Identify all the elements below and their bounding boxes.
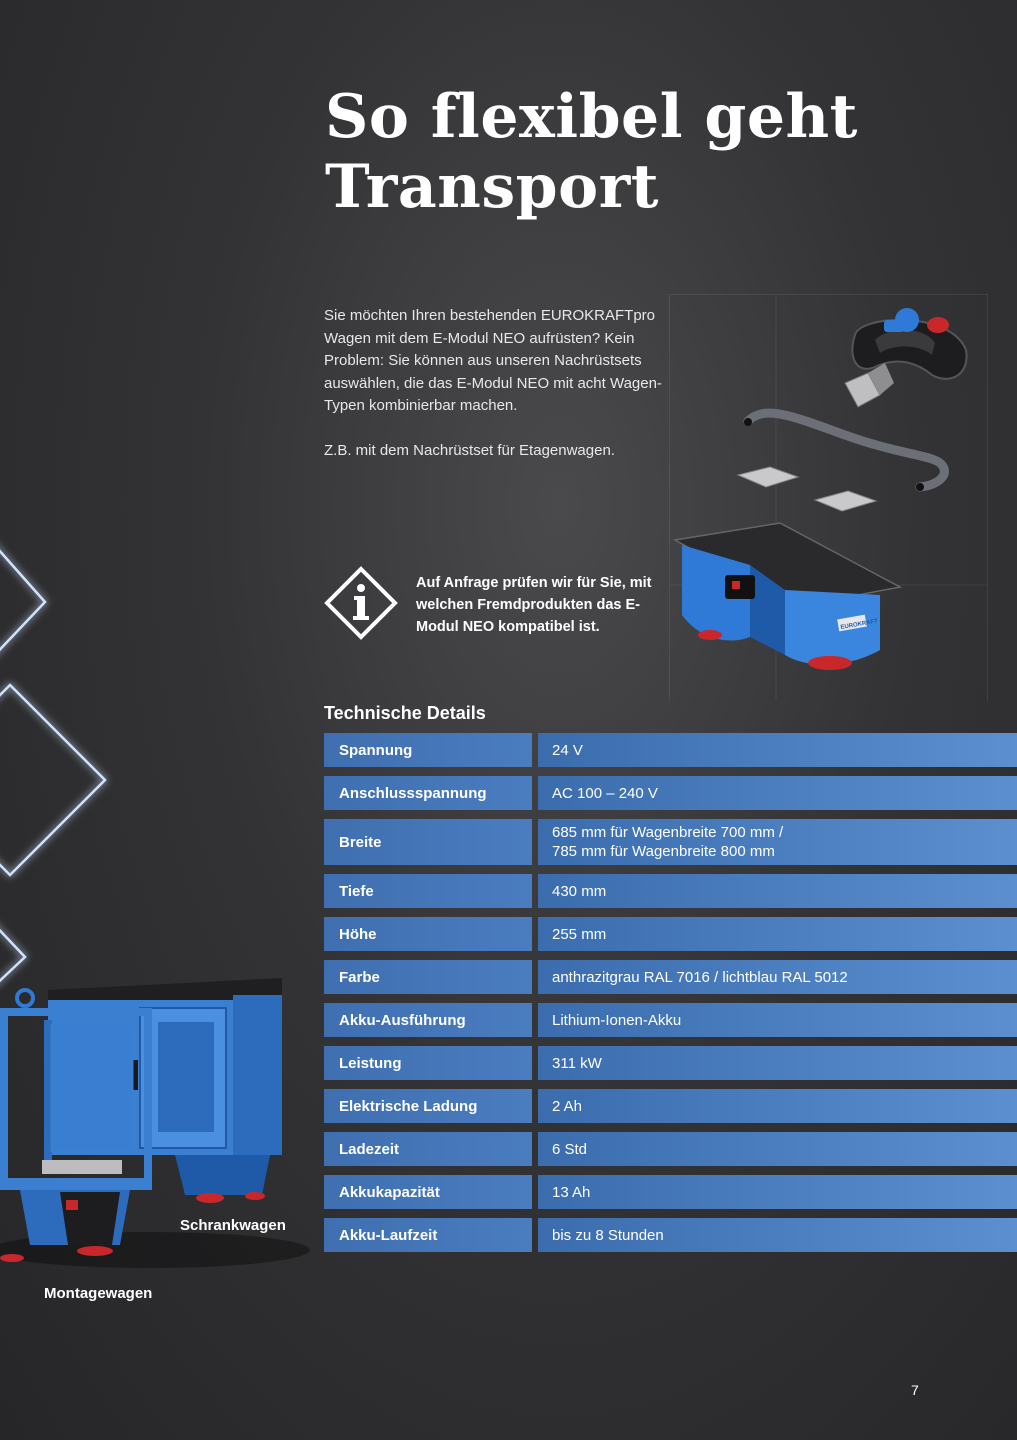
page-number: 7 (911, 1382, 919, 1398)
row-value-line-1: 685 mm für Wagenbreite 700 mm / (552, 824, 784, 841)
montagewagen-image (0, 990, 152, 1262)
row-label: Ladezeit (324, 1132, 532, 1166)
row-label: Akku-Laufzeit (324, 1218, 532, 1252)
montagewagen-label: Montagewagen (44, 1285, 153, 1302)
table-row (324, 1089, 1017, 1123)
row-label: Akku-Ausführung (324, 1003, 532, 1037)
row-value: 2 Ah (538, 1089, 1017, 1123)
row-label: Leistung (324, 1046, 532, 1080)
table-row (324, 1046, 1017, 1080)
intro-paragraph-1: Sie möchten Ihren bestehenden EUROKRAFTpro Wagen mit dem E-Modul NEO aufrüsten? Kein Problem: Sie können aus unseren Nachrüstsets auswählen, die das E-Modul NEO mit acht Wagen-Typen kombinierbar machen. (324, 307, 662, 414)
row-label: Spannung (324, 733, 532, 767)
table-row (324, 874, 1017, 908)
row-value-line-2: 785 mm für Wagenbreite 800 mm (552, 843, 775, 860)
table-row (324, 819, 1017, 865)
table-row (324, 1175, 1017, 1209)
schrankwagen-label: Schrankwagen (180, 1217, 286, 1234)
table-row (324, 1132, 1017, 1166)
row-label: Elektrische Ladung (324, 1089, 532, 1123)
row-value: 430 mm (538, 874, 1017, 908)
row-value: 13 Ah (538, 1175, 1017, 1209)
product-illustration-frame (669, 294, 988, 701)
row-label: Akkukapazität (324, 1175, 532, 1209)
row-value: bis zu 8 Stunden (538, 1218, 1017, 1252)
row-value: 6 Std (538, 1132, 1017, 1166)
row-value: anthrazitgrau RAL 7016 / lichtblau RAL 5012 (538, 960, 1017, 994)
row-value: 24 V (538, 733, 1017, 767)
row-label: Höhe (324, 917, 532, 951)
intro-paragraph-2: Z.B. mit dem Nachrüstset für Etagenwagen. (324, 441, 615, 459)
info-icon (324, 566, 398, 640)
title-line-2: Transport (325, 152, 659, 222)
technical-details-table (324, 733, 1017, 1261)
page-title (325, 82, 858, 222)
row-label: Anschlussspannung (324, 776, 532, 810)
row-label: Farbe (324, 960, 532, 994)
e-modul-base (675, 523, 900, 670)
table-row (324, 733, 1017, 767)
row-value: AC 100 – 240 V (538, 776, 1017, 810)
table-row (324, 1003, 1017, 1037)
row-label: Tiefe (324, 874, 532, 908)
steering-handle (845, 308, 967, 407)
row-value: Lithium-Ionen-Akku (538, 1003, 1017, 1037)
technical-details-heading: Technische Details (324, 703, 486, 723)
table-row (324, 1218, 1017, 1252)
cart-illustrations (0, 960, 310, 1290)
table-row (324, 917, 1017, 951)
row-value: 255 mm (538, 917, 1017, 951)
title-line-1: So flexibel geht (325, 82, 858, 152)
product-logo: EUROKRAFT (840, 618, 879, 631)
row-value: 311 kW (538, 1046, 1017, 1080)
table-row (324, 960, 1017, 994)
info-notice-text: Auf Anfrage prüfen wir für Sie, mit welchen Fremdprodukten das E-Modul NEO kompatibel ist. (416, 575, 652, 635)
table-row (324, 776, 1017, 810)
row-value (538, 819, 1017, 865)
decorative-glow-frames (0, 520, 140, 990)
e-modul-illustration (670, 295, 987, 701)
intro-text (324, 305, 669, 484)
row-label: Breite (324, 819, 532, 865)
